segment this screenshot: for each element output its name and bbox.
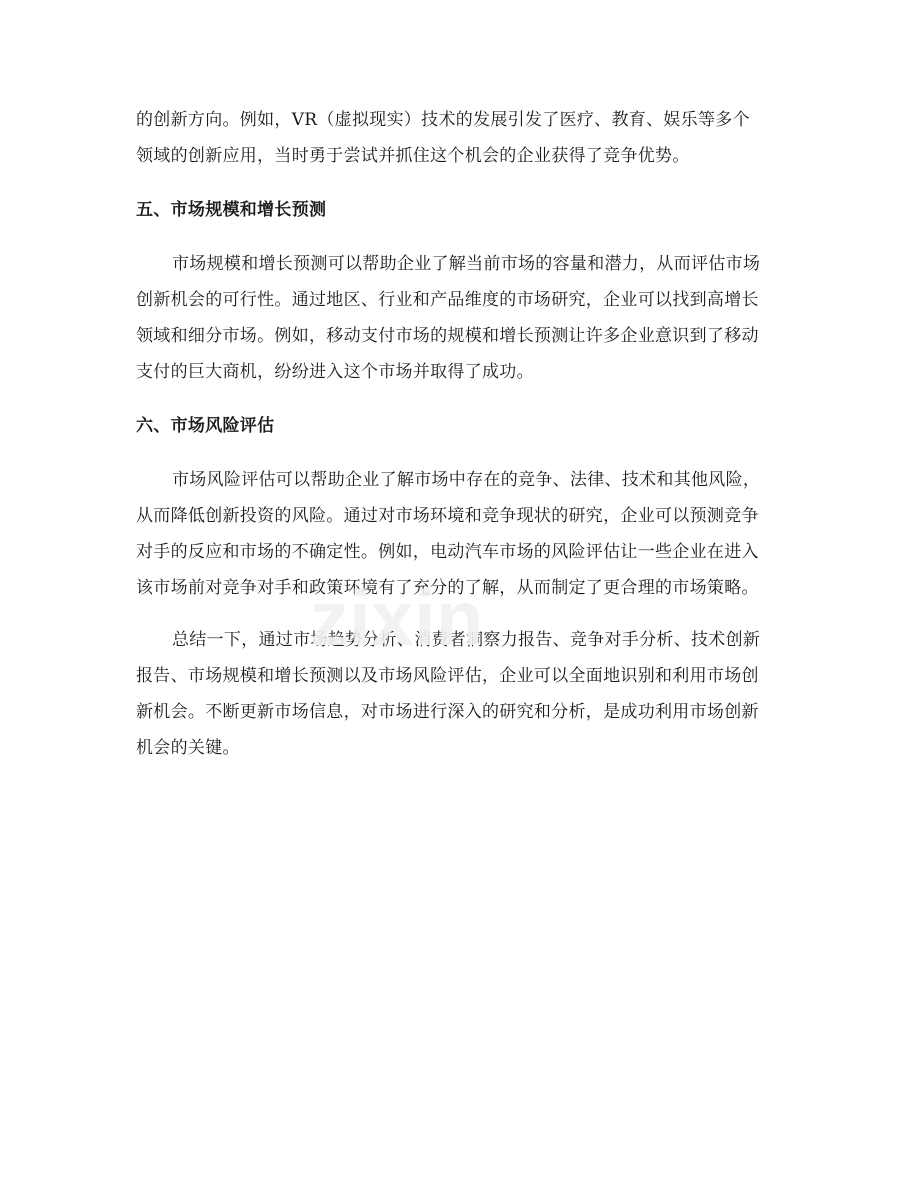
intro-paragraph	[136, 102, 786, 174]
section-heading-6: 六、市场风险评估	[136, 416, 275, 436]
text-line: 创新机会的可行性。通过地区、行业和产品维度的市场研究，企业可以找到高增长	[136, 290, 759, 310]
watermark-text: zixin	[310, 574, 484, 662]
text-line: 支付的巨大商机，纷纷进入这个市场并取得了成功。	[136, 362, 534, 382]
text-line: 对手的反应和市场的不确定性。例如，电动汽车市场的风险评估让一些企业在进入	[136, 542, 759, 562]
text-line: 领域的创新应用，当时勇于尝试并抓住这个机会的企业获得了竞争优势。	[136, 146, 690, 166]
summary-paragraph	[136, 622, 786, 766]
text-line: 新机会。不断更新市场信息，对市场进行深入的研究和分析，是成功利用市场创新	[136, 702, 759, 722]
section-6-paragraph	[136, 462, 786, 606]
text-line: 市场风险评估可以帮助企业了解市场中存在的竞争、法律、技术和其他风险，	[172, 470, 761, 490]
text-line: 该市场前对竞争对手和政策环境有了充分的了解，从而制定了更合理的市场策略。	[136, 578, 759, 598]
text-line: 的创新方向。例如，VR（虚拟现实）技术的发展引发了医疗、教育、娱乐等多个	[136, 110, 750, 130]
text-line: 机会的关键。	[136, 738, 240, 758]
text-line: 市场规模和增长预测可以帮助企业了解当前市场的容量和潜力，从而评估市场	[172, 254, 761, 274]
text-line: 从而降低创新投资的风险。通过对市场环境和竞争现状的研究，企业可以预测竞争	[136, 506, 759, 526]
text-line: 报告、市场规模和增长预测以及市场风险评估，企业可以全面地识别和利用市场创	[136, 666, 759, 686]
text-line: 总结一下，通过市场趋势分析、消费者洞察力报告、竞争对手分析、技术创新	[172, 630, 761, 650]
section-5-paragraph	[136, 246, 786, 390]
text-line: 领域和细分市场。例如，移动支付市场的规模和增长预测让许多企业意识到了移动	[136, 326, 759, 346]
section-heading-5: 五、市场规模和增长预测	[136, 200, 327, 220]
document-page	[136, 102, 786, 766]
